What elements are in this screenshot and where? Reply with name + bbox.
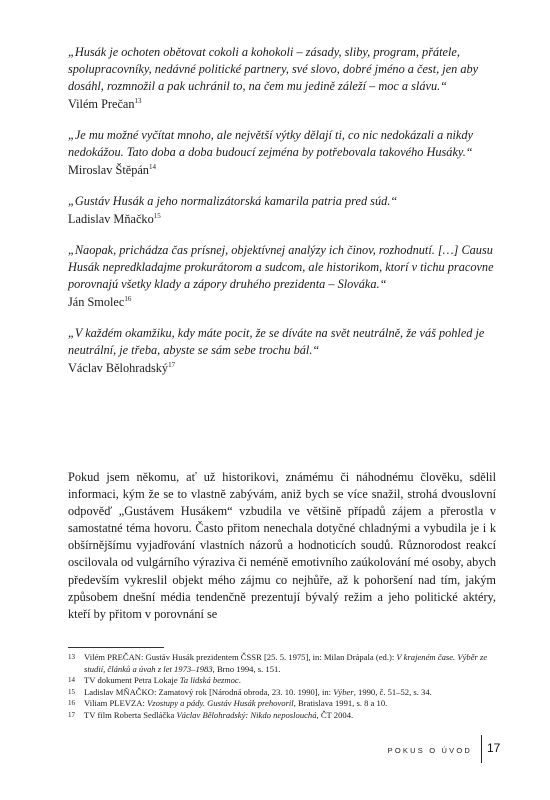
running-head: POKUS O ÚVOD	[387, 746, 472, 755]
footnote	[68, 675, 498, 687]
author-name: Vilém Prečan	[68, 97, 135, 111]
author-name: Václav Bělohradský	[68, 361, 169, 375]
footnote-reference: 15	[153, 211, 161, 220]
quote-block	[68, 127, 508, 179]
footnote	[68, 687, 498, 699]
footnote-text-plain: Viliam PLEVZA:	[84, 698, 147, 709]
quote-text: „Gustáv Husák a jeho normalizátorská kamarila patria pred súd.“	[68, 194, 398, 208]
footnote-number: 15	[68, 687, 75, 696]
page-number: 17	[487, 741, 501, 755]
footnote-title: V krajeném čase. Výběr ze studií, článků a úvah z let 1973–1983	[84, 652, 488, 674]
footnote-number: 17	[68, 710, 75, 719]
quote-block	[68, 325, 508, 377]
folio-divider	[481, 735, 482, 763]
footnote	[68, 652, 498, 675]
footnote-number: 13	[68, 653, 75, 661]
footnote-reference: 16	[124, 294, 132, 303]
footnote-text-plain: Ladislav MŇAČKO: Zamatový rok [Národná obroda, 23. 10. 1990], in:	[84, 686, 334, 697]
footnote	[68, 710, 498, 722]
footnote-title: Ta lidská bezmoc	[179, 675, 239, 686]
body-paragraph: Pokud jsem někomu, ať už historikovi, známému či náhodnému člověku, sdělil informaci, kým že se to vlastně zabývám, aniž bych se více snažil, strohá dvouslovní odpověď „Gustávem Husákem“ vzbudila ve většině případů zájem a přerostla v samostatné téma hovoru. Často přitom nenechala dotyčné chladnými a vybudila je i k obšírnějšímu vyjadřování vlastních názorů a hodnoticích soudů. Různorodost reakcí oscilovala od vulgárního výraziva či neméně emotivního zaúkolování mé osoby, abych především vykreslil objekt mého zájmu co nejhůře, až k pohoršení nad tím, jakým způsobem dnešní média tendenčně prezentují bývalý režim a jeho politické aktéry, kteří by přitom v porovnání se	[68, 470, 496, 621]
quote-block	[68, 44, 508, 113]
quote-text: „Husák je ochoten obětovat cokoli a kohokoli – zásady, sliby, program, přátele, spolupracovníky, nedávné politické partnery, své slovo, dobré jméno a čest, jen aby dosáhl, rozmnožil a pak uchránil to, na čem mu jedině záleží – moc a slávu.“	[68, 45, 479, 93]
footnote-text-plain: TV dokument Petra Lokaje	[84, 675, 180, 686]
author-name: Ladislav Mňačko	[68, 212, 154, 226]
footnotes	[68, 652, 498, 722]
footnote-reference: 13	[134, 96, 142, 105]
footnote-title: Výber	[333, 686, 354, 697]
footnote-text-plain: , ČT 2004.	[316, 709, 354, 720]
footnote-text	[84, 675, 498, 687]
quote-author	[68, 96, 508, 113]
footnote-text-plain: Vilém PREČAN: Gustáv Husák prezidentem ČSSR [25. 5. 1975], in: Milan Drápala (ed.):	[84, 652, 397, 662]
footnote-reference: 14	[148, 162, 156, 171]
footnote-title: Václav Bělohradský: Nikdo neposlouchá	[176, 709, 317, 720]
footnote-title: Vzostupy a pády. Gustáv Husák prehovoril	[146, 698, 294, 709]
author-name: Miroslav Štěpán	[68, 163, 149, 177]
quote-block	[68, 193, 508, 228]
footnote-text	[84, 698, 498, 710]
quote-text: „Je mu možné vyčítat mnoho, ale největší výtky dělají ti, co nic nedokázali a nikdy nedokážou. Tato doba a doba budoucí zejména by potřebovala takového Husáky.“	[68, 128, 473, 159]
quote-author	[68, 294, 508, 311]
footnote-text-plain: , 1990, č. 51–52, s. 34.	[353, 686, 432, 697]
footnote-text-plain: .	[238, 675, 241, 686]
footnote-text	[84, 652, 498, 675]
footnote-separator	[68, 647, 164, 648]
footnote-text-plain: , Brno 1994, s. 151.	[212, 663, 281, 674]
footnote-text	[84, 710, 498, 722]
footnote-text-plain: , Bratislava 1991, s. 8 a 10.	[293, 698, 388, 709]
quote-author	[68, 162, 508, 179]
quote-author	[68, 360, 508, 377]
epigraph-quotes	[68, 44, 508, 391]
footnote-text-plain: TV film Roberta Sedláčka	[84, 709, 177, 720]
author-name: Ján Smolec	[68, 295, 125, 309]
footnote-reference: 17	[168, 360, 176, 369]
quote-text: „V každém okamžiku, kdy máte pocit, že se díváte na svět neutrálně, že váš pohled je neutrální, je třeba, abyste se sám sebe trochu bál.“	[68, 326, 485, 357]
footnote	[68, 698, 498, 710]
quote-block	[68, 242, 508, 311]
quote-text: „Naopak, prichádza čas prísnej, objektívnej analýzy ich činov, rozhodnutí. […] Causu Husák nepredkladajme prokurátorom a sudcom, ale historikom, ktorí v tichu pracovne porovnajú všetky klady a zápory druhého prezidenta – Slováka.“	[68, 243, 494, 291]
footnote-number: 16	[68, 699, 75, 708]
quote-author	[68, 211, 508, 228]
footnote-text	[84, 687, 498, 699]
footnote-number: 14	[68, 676, 75, 685]
